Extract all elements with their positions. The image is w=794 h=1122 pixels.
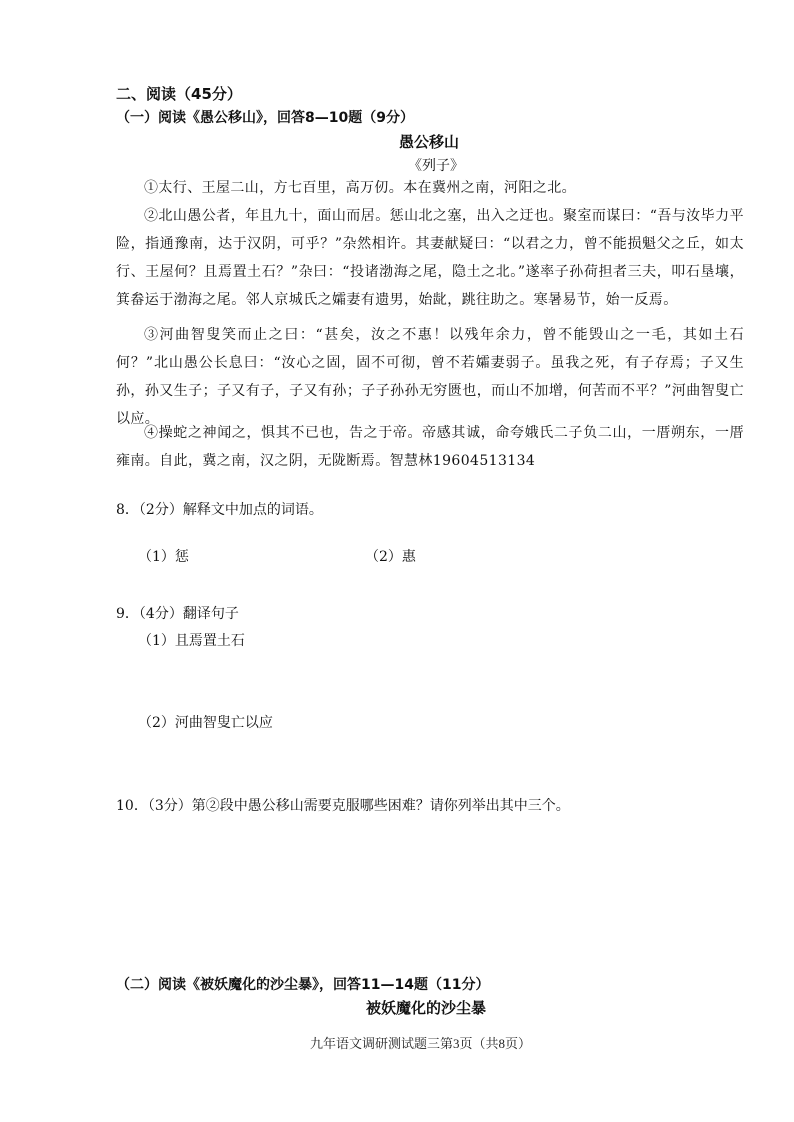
question-8-item-2: （2）惠 <box>365 549 416 565</box>
question-9-item-1: （1）且焉置土石 <box>138 633 245 649</box>
part1-heading: （一）阅读《愚公移山》，回答8—10题（9分） <box>116 110 414 126</box>
section-heading: 二、阅读（45分） <box>116 85 242 103</box>
paragraph-3: ③河曲智叟笑而止之曰：“甚矣，汝之不惠！以残年余力，曾不能毁山之一毛，其如土石何？”北山愚公长息曰：“汝心之固，固不可彻，曾不若孀妻弱子。虽我之死，有子存焉；子又生孙，孙又生子；子又有子，子又有孙；子子孙孙无穷匮也，而山不加增，何苦而不平？”河曲智叟亡以应。 <box>116 327 744 427</box>
question-8-item-1: （1）惩 <box>138 549 189 565</box>
passage-title: 愚公移山 <box>399 133 460 151</box>
question-8: 8．（2分）解释文中加点的词语。 <box>116 502 323 518</box>
page-footer: 九年语文调研测试题三第3页（共8页） <box>310 1036 532 1051</box>
question-9: 9．（4分）翻译句子 <box>116 606 239 622</box>
paragraph-4: ④操蛇之神闻之，惧其不已也，告之于帝。帝感其诚，命夸娥氏二子负二山，一厝朔东，一厝雍南。自此，冀之南，汉之阴，无陇断焉。智慧林19604513134 <box>116 425 744 469</box>
passage-author: 《列子》 <box>408 158 464 174</box>
question-9-item-2: （2）河曲智叟亡以应 <box>138 715 273 731</box>
part2-title: 被妖魔化的沙尘暴 <box>366 999 487 1017</box>
paragraph-1: ①太行、王屋二山，方七百里，高万仞。本在冀州之南，河阳之北。 <box>144 180 576 196</box>
paragraph-2: ②北山愚公者，年且九十，面山而居。惩山北之塞，出入之迂也。聚室而谋曰：“吾与汝毕力平险，指通豫南，达于汉阴，可乎？”杂然相许。其妻献疑曰：“以君之力，曾不能损魁父之丘，如太行、王屋何？且焉置土石？”杂曰：“投诸渤海之尾，隐土之北。”遂率子孙荷担者三夫，叩石垦壤，箕畚运于渤海之尾。邻人京城氏之孀妻有遗男，始龀，跳往助之。寒暑易节，始一反焉。 <box>116 208 744 308</box>
question-10: 10．（3分）第②段中愚公移山需要克服哪些困难？请你列举出其中三个。 <box>116 798 570 814</box>
part2-heading: （二）阅读《被妖魔化的沙尘暴》，回答11—14题（11分） <box>116 977 490 993</box>
